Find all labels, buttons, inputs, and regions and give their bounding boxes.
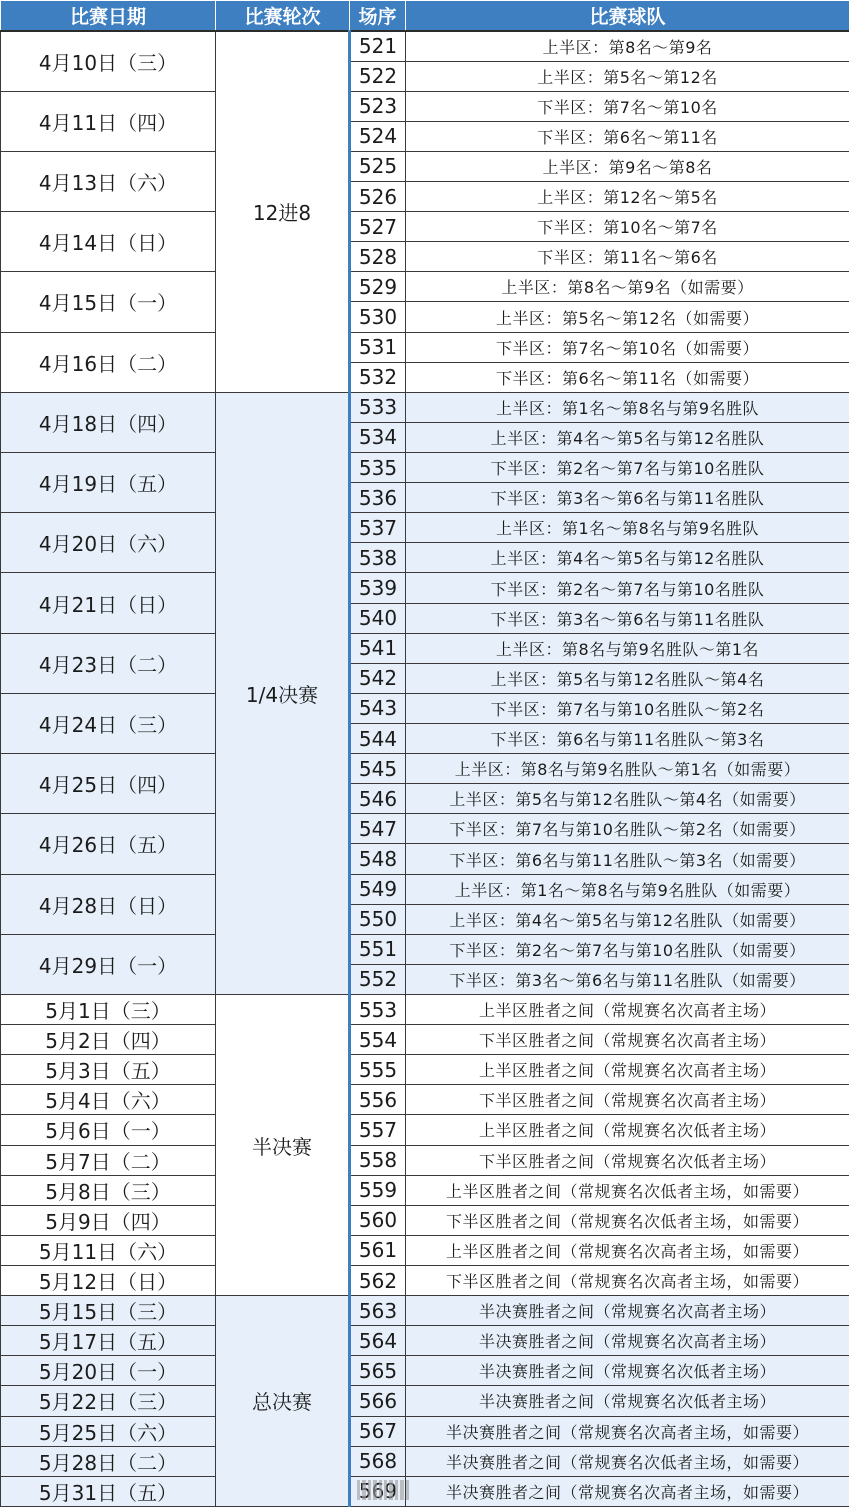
matchup-cell: 上半区：第5名～第12名（如需要） bbox=[406, 302, 849, 332]
game-number-cell: 524 bbox=[350, 121, 406, 151]
table-row bbox=[1, 513, 849, 543]
date-cell: 5月8日（三） bbox=[1, 1175, 216, 1205]
matchup-cell: 上半区：第12名～第5名 bbox=[406, 182, 849, 212]
header-teams: 比赛球队 bbox=[406, 1, 849, 32]
game-number-cell: 529 bbox=[350, 272, 406, 302]
matchup-cell: 下半区：第6名～第11名 bbox=[406, 121, 849, 151]
table-row bbox=[1, 1446, 849, 1476]
matchup-cell: 半决赛胜者之间（常规赛名次高者主场，如需要） bbox=[406, 1416, 849, 1446]
table-row bbox=[1, 1356, 849, 1386]
game-number-cell: 531 bbox=[350, 332, 406, 362]
matchup-cell: 下半区胜者之间（常规赛名次高者主场） bbox=[406, 1025, 849, 1055]
table-row bbox=[1, 633, 849, 663]
matchup-cell: 下半区：第6名与第11名胜队～第3名（如需要） bbox=[406, 844, 849, 874]
game-number-cell: 541 bbox=[350, 633, 406, 663]
table-row bbox=[1, 1476, 849, 1506]
game-number-cell: 550 bbox=[350, 904, 406, 934]
matchup-cell: 下半区胜者之间（常规赛名次高者主场，如需要） bbox=[406, 1265, 849, 1295]
date-cell: 5月22日（三） bbox=[1, 1386, 216, 1416]
matchup-cell: 半决赛胜者之间（常规赛名次高者主场） bbox=[406, 1326, 849, 1356]
table-row bbox=[1, 332, 849, 362]
matchup-cell: 下半区：第6名与第11名胜队～第3名 bbox=[406, 724, 849, 754]
table-row bbox=[1, 1085, 849, 1115]
matchup-cell: 上半区：第5名与第12名胜队～第4名 bbox=[406, 663, 849, 693]
game-number-cell: 547 bbox=[350, 814, 406, 844]
game-number-cell: 566 bbox=[350, 1386, 406, 1416]
date-cell: 4月24日（三） bbox=[1, 693, 216, 753]
date-cell: 5月20日（一） bbox=[1, 1356, 216, 1386]
game-number-cell: 539 bbox=[350, 573, 406, 603]
round-cell: 12进8 bbox=[216, 31, 350, 392]
table-row bbox=[1, 1296, 849, 1326]
game-number-cell: 530 bbox=[350, 302, 406, 332]
matchup-cell: 上半区：第8名与第9名胜队～第1名（如需要） bbox=[406, 754, 849, 784]
game-number-cell: 558 bbox=[350, 1145, 406, 1175]
date-cell: 4月18日（四） bbox=[1, 392, 216, 452]
matchup-cell: 上半区胜者之间（常规赛名次低者主场） bbox=[406, 1115, 849, 1145]
table-row bbox=[1, 1205, 849, 1235]
game-number-cell: 532 bbox=[350, 362, 406, 392]
game-number-cell: 556 bbox=[350, 1085, 406, 1115]
date-cell: 4月28日（日） bbox=[1, 874, 216, 934]
game-number-cell: 565 bbox=[350, 1356, 406, 1386]
table-row bbox=[1, 453, 849, 483]
round-cell: 总决赛 bbox=[216, 1296, 350, 1507]
date-cell: 4月16日（二） bbox=[1, 332, 216, 392]
date-cell: 5月2日（四） bbox=[1, 1025, 216, 1055]
header-game: 场序 bbox=[350, 1, 406, 32]
table-row bbox=[1, 151, 849, 181]
game-number-cell: 522 bbox=[350, 61, 406, 91]
game-number-cell: 546 bbox=[350, 784, 406, 814]
game-number-cell: 562 bbox=[350, 1265, 406, 1295]
date-cell: 4月13日（六） bbox=[1, 151, 216, 211]
game-number-cell: 525 bbox=[350, 151, 406, 181]
date-cell: 4月20日（六） bbox=[1, 513, 216, 573]
game-number-cell: 555 bbox=[350, 1055, 406, 1085]
matchup-cell: 下半区：第3名～第6名与第11名胜队（如需要） bbox=[406, 964, 849, 994]
date-cell: 5月3日（五） bbox=[1, 1055, 216, 1085]
date-cell: 5月1日（三） bbox=[1, 995, 216, 1025]
game-number-cell: 538 bbox=[350, 543, 406, 573]
game-number-cell: 535 bbox=[350, 453, 406, 483]
game-number-cell: 551 bbox=[350, 934, 406, 964]
date-cell: 5月4日（六） bbox=[1, 1085, 216, 1115]
game-number-cell: 563 bbox=[350, 1296, 406, 1326]
matchup-cell: 下半区胜者之间（常规赛名次高者主场） bbox=[406, 1085, 849, 1115]
game-number-cell: 545 bbox=[350, 754, 406, 784]
table-row bbox=[1, 995, 849, 1025]
date-cell: 4月11日（四） bbox=[1, 91, 216, 151]
watermark-stripes bbox=[357, 1478, 409, 1502]
game-number-cell: 567 bbox=[350, 1416, 406, 1446]
game-number-cell: 548 bbox=[350, 844, 406, 874]
date-cell: 4月15日（一） bbox=[1, 272, 216, 332]
game-number-cell: 554 bbox=[350, 1025, 406, 1055]
table-row bbox=[1, 1145, 849, 1175]
game-number-cell: 536 bbox=[350, 483, 406, 513]
table-row bbox=[1, 814, 849, 844]
date-cell: 4月25日（四） bbox=[1, 754, 216, 814]
table-row bbox=[1, 693, 849, 723]
matchup-cell: 下半区：第2名～第7名与第10名胜队 bbox=[406, 453, 849, 483]
matchup-cell: 上半区：第5名与第12名胜队～第4名（如需要） bbox=[406, 784, 849, 814]
game-number-cell: 561 bbox=[350, 1235, 406, 1265]
matchup-cell: 上半区胜者之间（常规赛名次高者主场，如需要） bbox=[406, 1235, 849, 1265]
date-cell: 5月17日（五） bbox=[1, 1326, 216, 1356]
game-number-cell: 544 bbox=[350, 724, 406, 754]
game-number-cell: 523 bbox=[350, 91, 406, 121]
game-number-cell: 542 bbox=[350, 663, 406, 693]
table-row bbox=[1, 754, 849, 784]
table-row bbox=[1, 1115, 849, 1145]
matchup-cell: 上半区胜者之间（常规赛名次高者主场） bbox=[406, 995, 849, 1025]
date-cell: 5月9日（四） bbox=[1, 1205, 216, 1235]
game-number-cell: 552 bbox=[350, 964, 406, 994]
game-number-cell: 564 bbox=[350, 1326, 406, 1356]
date-cell: 5月12日（日） bbox=[1, 1265, 216, 1295]
game-number-cell: 568 bbox=[350, 1446, 406, 1476]
date-cell: 5月15日（三） bbox=[1, 1296, 216, 1326]
header-date: 比赛日期 bbox=[1, 1, 216, 32]
date-cell: 4月21日（日） bbox=[1, 573, 216, 633]
table-row bbox=[1, 934, 849, 964]
matchup-cell: 上半区：第1名～第8名与第9名胜队（如需要） bbox=[406, 874, 849, 904]
table-row bbox=[1, 874, 849, 904]
game-number-cell: 527 bbox=[350, 212, 406, 242]
table-row bbox=[1, 1055, 849, 1085]
table-row bbox=[1, 31, 849, 61]
game-number-cell: 540 bbox=[350, 603, 406, 633]
matchup-cell: 下半区：第3名～第6名与第11名胜队 bbox=[406, 603, 849, 633]
matchup-cell: 下半区：第2名～第7名与第10名胜队（如需要） bbox=[406, 934, 849, 964]
table-row bbox=[1, 272, 849, 302]
matchup-cell: 半决赛胜者之间（常规赛名次低者主场） bbox=[406, 1386, 849, 1416]
date-cell: 4月23日（二） bbox=[1, 633, 216, 693]
matchup-cell: 上半区胜者之间（常规赛名次高者主场） bbox=[406, 1055, 849, 1085]
game-number-cell: 537 bbox=[350, 513, 406, 543]
header-row bbox=[1, 1, 849, 32]
matchup-cell: 半决赛胜者之间（常规赛名次高者主场，如需要） bbox=[406, 1476, 849, 1506]
round-cell: 半决赛 bbox=[216, 995, 350, 1296]
matchup-cell: 上半区：第8名～第9名（如需要） bbox=[406, 272, 849, 302]
table-row bbox=[1, 212, 849, 242]
matchup-cell: 上半区：第8名～第9名 bbox=[406, 31, 849, 61]
date-cell: 4月19日（五） bbox=[1, 453, 216, 513]
matchup-cell: 下半区胜者之间（常规赛名次低者主场，如需要） bbox=[406, 1205, 849, 1235]
date-cell: 5月31日（五） bbox=[1, 1476, 216, 1506]
table-row bbox=[1, 1326, 849, 1356]
matchup-cell: 下半区：第7名～第10名（如需要） bbox=[406, 332, 849, 362]
matchup-cell: 上半区：第1名～第8名与第9名胜队 bbox=[406, 392, 849, 422]
table-row bbox=[1, 91, 849, 121]
matchup-cell: 上半区：第4名～第5名与第12名胜队（如需要） bbox=[406, 904, 849, 934]
date-cell: 5月25日（六） bbox=[1, 1416, 216, 1446]
game-number-cell: 526 bbox=[350, 182, 406, 212]
matchup-cell: 上半区：第4名～第5名与第12名胜队 bbox=[406, 422, 849, 452]
game-number-cell: 549 bbox=[350, 874, 406, 904]
matchup-cell: 上半区：第4名～第5名与第12名胜队 bbox=[406, 543, 849, 573]
date-cell: 4月29日（一） bbox=[1, 934, 216, 994]
matchup-cell: 半决赛胜者之间（常规赛名次低者主场，如需要） bbox=[406, 1446, 849, 1476]
table-row bbox=[1, 1235, 849, 1265]
date-cell: 4月10日（三） bbox=[1, 31, 216, 91]
table-row bbox=[1, 1175, 849, 1205]
matchup-cell: 上半区：第1名～第8名与第9名胜队 bbox=[406, 513, 849, 543]
table-row bbox=[1, 1265, 849, 1295]
matchup-cell: 下半区：第7名与第10名胜队～第2名 bbox=[406, 693, 849, 723]
matchup-cell: 上半区：第8名与第9名胜队～第1名 bbox=[406, 633, 849, 663]
game-number-cell: 543 bbox=[350, 693, 406, 723]
game-number-cell: 557 bbox=[350, 1115, 406, 1145]
date-cell: 5月28日（二） bbox=[1, 1446, 216, 1476]
matchup-cell: 下半区：第7名与第10名胜队～第2名（如需要） bbox=[406, 814, 849, 844]
matchup-cell: 下半区：第3名～第6名与第11名胜队 bbox=[406, 483, 849, 513]
game-number-cell: 534 bbox=[350, 422, 406, 452]
schedule-body bbox=[1, 31, 849, 1506]
date-cell: 5月6日（一） bbox=[1, 1115, 216, 1145]
matchup-cell: 下半区：第2名～第7名与第10名胜队 bbox=[406, 573, 849, 603]
date-cell: 5月7日（二） bbox=[1, 1145, 216, 1175]
round-cell: 1/4决赛 bbox=[216, 392, 350, 994]
matchup-cell: 下半区：第7名～第10名 bbox=[406, 91, 849, 121]
table-row bbox=[1, 392, 849, 422]
header-round: 比赛轮次 bbox=[216, 1, 350, 32]
game-number-cell: 533 bbox=[350, 392, 406, 422]
matchup-cell: 半决赛胜者之间（常规赛名次高者主场） bbox=[406, 1296, 849, 1326]
matchup-cell: 上半区：第9名～第8名 bbox=[406, 151, 849, 181]
game-number-cell: 560 bbox=[350, 1205, 406, 1235]
table-row bbox=[1, 1386, 849, 1416]
table-row bbox=[1, 573, 849, 603]
date-cell: 5月11日（六） bbox=[1, 1235, 216, 1265]
matchup-cell: 下半区胜者之间（常规赛名次低者主场） bbox=[406, 1145, 849, 1175]
table-row bbox=[1, 1025, 849, 1055]
matchup-cell: 半决赛胜者之间（常规赛名次低者主场） bbox=[406, 1356, 849, 1386]
matchup-cell: 下半区：第6名～第11名（如需要） bbox=[406, 362, 849, 392]
matchup-cell: 下半区：第11名～第6名 bbox=[406, 242, 849, 272]
date-cell: 4月14日（日） bbox=[1, 212, 216, 272]
matchup-cell: 上半区：第5名～第12名 bbox=[406, 61, 849, 91]
matchup-cell: 下半区：第10名～第7名 bbox=[406, 212, 849, 242]
game-number-cell: 528 bbox=[350, 242, 406, 272]
table-row bbox=[1, 1416, 849, 1446]
game-number-cell: 553 bbox=[350, 995, 406, 1025]
game-number-cell: 559 bbox=[350, 1175, 406, 1205]
date-cell: 4月26日（五） bbox=[1, 814, 216, 874]
game-number-cell: 521 bbox=[350, 31, 406, 61]
matchup-cell: 上半区胜者之间（常规赛名次低者主场，如需要） bbox=[406, 1175, 849, 1205]
